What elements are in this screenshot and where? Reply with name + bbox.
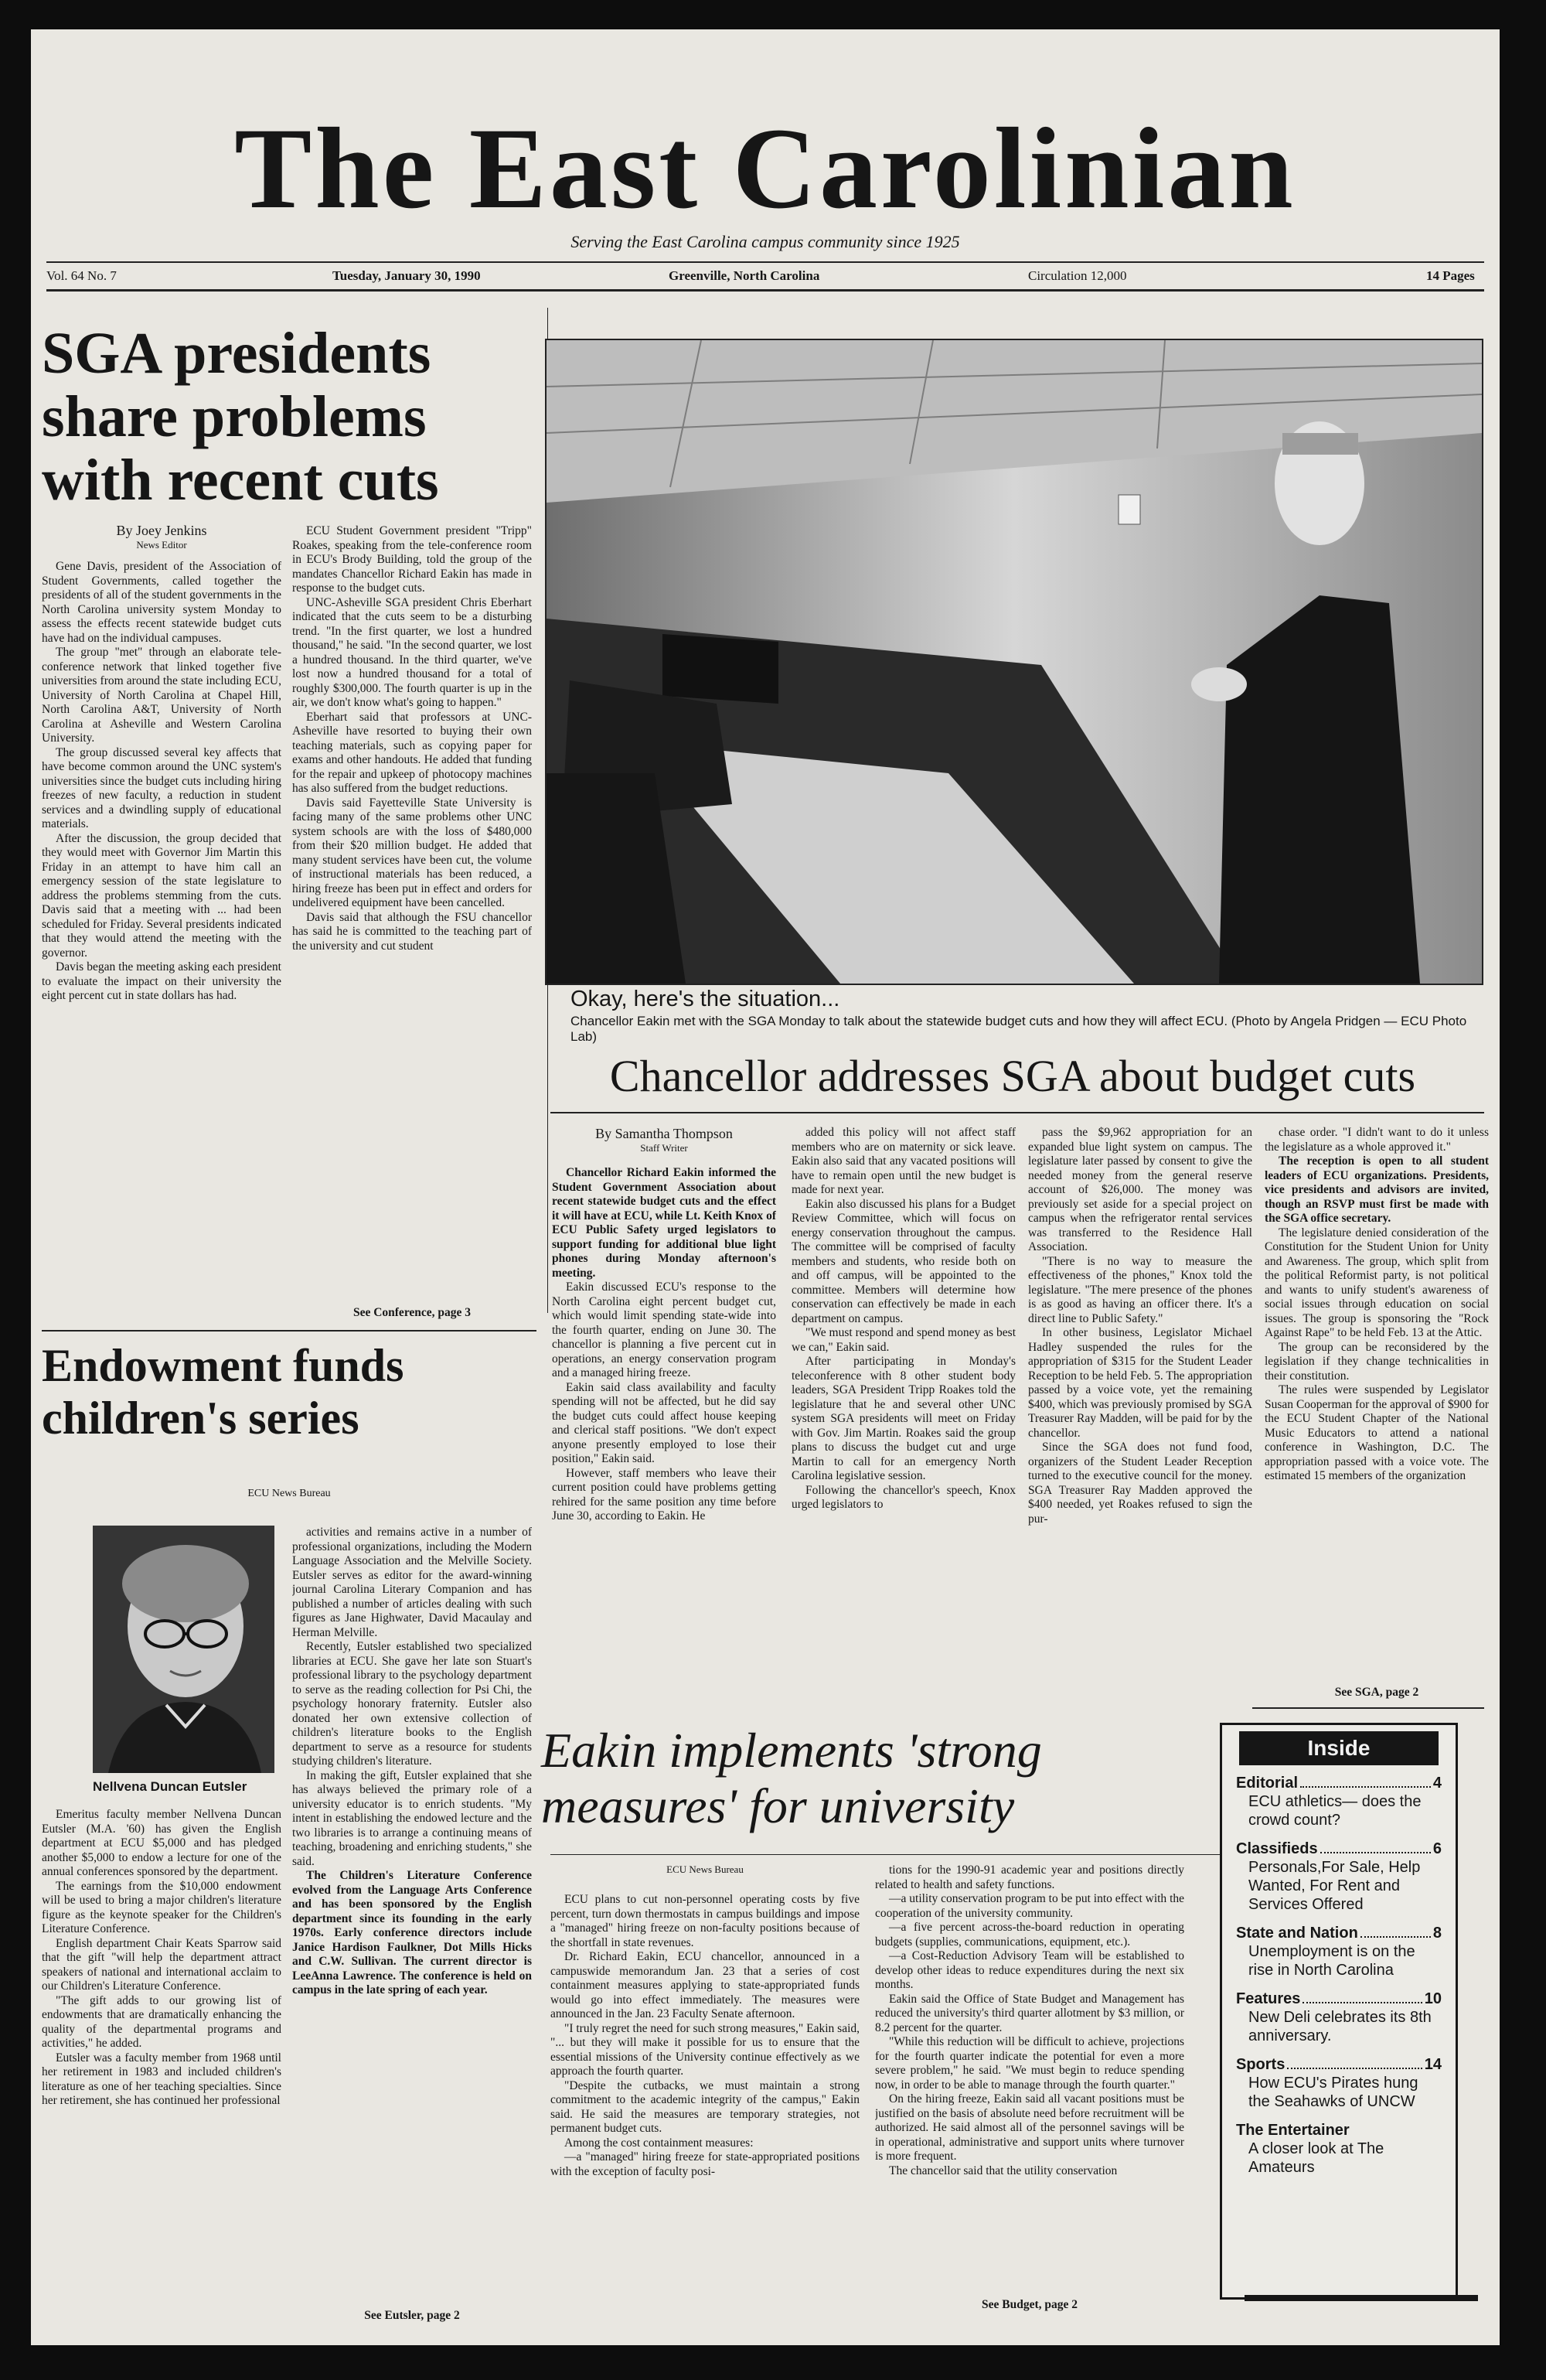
section-description: How ECU's Pirates hung the Seahawks of UNCW bbox=[1248, 2075, 1418, 2110]
chancellor-jump: See SGA, page 2 bbox=[1334, 1686, 1419, 1699]
paragraph: The chancellor said that the utility conservation bbox=[889, 2163, 1118, 2177]
chancellor-rule bbox=[550, 1112, 1484, 1113]
sga-column-2 bbox=[292, 524, 532, 1305]
endowment-byline: ECU News Bureau bbox=[247, 1488, 331, 1499]
eakin-rule bbox=[550, 1854, 1231, 1855]
section-name: Classifieds bbox=[1236, 1840, 1318, 1857]
paragraph: Davis said Fayetteville State University is facing many of the same problems other UNC system schools are with the loss of $480,000 from their $20 million budget. He added that many student services have been cut, the volume of instructional materials has been reduced, a hiring freeze has been put in effect and orders for undelivered equipment have been cancelled. bbox=[292, 796, 532, 909]
eakin-column-1 bbox=[550, 1893, 860, 2334]
paragraph: "I truly regret the need for such strong measures," Eakin said, "... but they will make it possible for us to ensure that the essential missions of the University continue effectively as we approach the fourth quarter. bbox=[550, 2021, 860, 2078]
photo-caption: Chancellor Eakin met with the SGA Monday to talk about the statewide budget cuts and how they will affect ECU. (Photo by Angela Pridgen — ECU Photo Lab) bbox=[570, 1014, 1467, 1044]
newspaper-page bbox=[31, 29, 1500, 2345]
paragraph: Dr. Richard Eakin, ECU chancellor, announced in a campuswide memorandum Jan. 23 that a series of cost containment measures applying to state-appropriated funds would go into effect immediately. The measures were announced in the Jan. 23 Faculty Senate afternoon. bbox=[550, 1950, 860, 2020]
chancellor-column-3 bbox=[1028, 1126, 1252, 1700]
paragraph: Gene Davis, president of the Association of Student Governments, called together the presidents of all of the student governments in the North Carolina university system Monday to assess the effects recent statewide budget cuts have had on the individual campuses. bbox=[42, 560, 281, 645]
paragraph: The Children's Literature Conference evolved from the Language Arts Conference and has been sponsored by the English department since its founding in the early 1970s. Early conference directors include Janice Hardison Faulkner, Dot Mills Hicks and C.W. Sullivan. The current director is LeeAnna Lawrence. The conference is held on campus in the late spring of each year. bbox=[292, 1869, 532, 1996]
section-page: 10 bbox=[1424, 1990, 1442, 2007]
inside-item-editorial[interactable] bbox=[1236, 1775, 1442, 1829]
leader-dots bbox=[1303, 1990, 1422, 2003]
eakin-headline: Eakin implements 'strong measures' for university bbox=[541, 1723, 1042, 1833]
paragraph: Eutsler was a faculty member from 1968 until her retirement in 1983 and included children's literature as one of her teaching specialties. Since her retirement, she has continued her professional bbox=[42, 2051, 281, 2107]
portrait-image bbox=[93, 1526, 274, 1773]
chancellor-column-2 bbox=[792, 1126, 1016, 1700]
paragraph: English department Chair Keats Sparrow said that the gift "will help the department attract speakers of national and international acclaim to our Children's Literature Conference. bbox=[42, 1936, 281, 1993]
eutsler-photo-caption: Nellvena Duncan Eutsler bbox=[93, 1779, 247, 1794]
chancellor-column-4 bbox=[1265, 1126, 1489, 1684]
inside-item-heading bbox=[1236, 1925, 1442, 1942]
section-description: New Deli celebrates its 8th anniversary. bbox=[1248, 2009, 1432, 2044]
eakin-column-2 bbox=[875, 1863, 1184, 2296]
section-page: 14 bbox=[1424, 2056, 1442, 2073]
paragraph: Chancellor Richard Eakin informed the Student Government Association about recent statewide budget cuts and the effect it will have at ECU, while Lt. Keith Knox of ECU Public Safety urged legislators to support funding for additional blue light phones during Monday afternoon's meeting. bbox=[552, 1166, 776, 1280]
paragraph: In making the gift, Eutsler explained that she has always believed the primary role of a university educator is to enrich students. "My intent in establishing the endowed lecture and the two libraries is to arrange a continuing means of teaching, broadening and enriching students," she said. bbox=[292, 1768, 532, 1868]
endowment-headline: Endowment funds children's series bbox=[42, 1340, 404, 1444]
endowment-jump: See Eutsler, page 2 bbox=[364, 2309, 460, 2322]
paragraph: Davis said that although the FSU chancellor has said he is committed to the teaching part of the university and cut student bbox=[292, 910, 532, 953]
paragraph: Eakin discussed ECU's response to the North Carolina eight percent budget cut, which would limit spending state-wide into the fourth quarter, ending on June 30. The chancellor is planning a five percent cut in operations, an energy conservation program and a managed hiring freeze. bbox=[552, 1280, 776, 1379]
inside-item-features[interactable] bbox=[1236, 1990, 1442, 2045]
paragraph: On the hiring freeze, Eakin said all vacant positions must be justified on the basis of absolute need before recruitment will be authorized. He said almost all of the personnel savings will be in operational, administrative and support units where turnover is more frequent. bbox=[875, 2092, 1184, 2163]
leader-dots bbox=[1360, 1925, 1431, 1938]
inside-header: Inside bbox=[1239, 1731, 1439, 1765]
paragraph: Emeritus faculty member Nellvena Duncan Eutsler (M.A. '60) has given the English department at ECU $5,000 and has pledged another $5,000 to endow a lecture for one of the annual conferences sponsored by the department. bbox=[42, 1808, 281, 1878]
paragraph: Since the SGA does not fund food, organizers of the Student Leader Reception turned to the executive council for the money. SGA Treasurer Ray Madden approved the $400 needed, yet Roakes refused to sign the pur- bbox=[1028, 1441, 1252, 1526]
paragraph: activities and remains active in a number of professional organizations, including the Modern Language Association and the Melville Society. Eutsler serves as editor for the award-winning journal Carolina Literary Companion and has published a number of articles dealing with such figures as Jane Highwater, David Macaulay and Herman Melville. bbox=[292, 1526, 532, 1639]
paragraph: Eberhart said that professors at UNC-Asheville have resorted to buying their own teaching materials, such as copying paper for exams and other handouts. He added that funding for the repair and upkeep of photocopy machines has also suffered from the budget reductions. bbox=[292, 710, 532, 795]
photo-image bbox=[547, 340, 1482, 984]
paragraph: "There is no way to measure the effectiveness of the phones," Knox told the legislature. "The mere presence of the phones is as good as having an officer there. It's a direct line to Public Safety." bbox=[1028, 1254, 1252, 1325]
paragraph: added this policy will not affect staff members who are on maternity or sick leave. Eakin also said that any vacated positions will have to remain open until the new budget is made for next year. bbox=[792, 1126, 1016, 1196]
endowment-column-2 bbox=[292, 1526, 532, 2308]
paragraph: The reception is open to all student leaders of ECU organizations. Presidents, vice presidents and advisors are invited, though an RSVP must first be made with the SGA office secretary. bbox=[1265, 1154, 1489, 1225]
chancellor-byline-title: Staff Writer bbox=[640, 1142, 688, 1154]
section-name: Sports bbox=[1236, 2056, 1285, 2073]
section-name: Editorial bbox=[1236, 1775, 1299, 1792]
paragraph: —a "managed" hiring freeze for state-appropriated positions with the exception of faculty posi- bbox=[550, 2150, 860, 2178]
paragraph: UNC-Asheville SGA president Chris Eberhart indicated that the cuts seem to be a disturbing trend. "In the first quarter, we lost a hundred thousand," he said. "In the second quarter, we lost a hundred thousand. In the third quarter, we've lost now a hundred thousand for a total of roughly $300,000. The fourth quarter is up in the air, we don't know what's going to happen." bbox=[292, 595, 532, 709]
masthead-rule-bottom bbox=[46, 289, 1484, 292]
leader-dots bbox=[1320, 1840, 1431, 1853]
masthead-title: The East Carolinian bbox=[234, 104, 1296, 233]
sga-column-1 bbox=[42, 560, 281, 1310]
circulation: Circulation 12,000 bbox=[1028, 268, 1127, 283]
sga-byline bbox=[42, 523, 281, 551]
paragraph: The group can be reconsidered by the legislation if they change technicalities in their constitution. bbox=[1265, 1340, 1489, 1383]
paragraph: Eakin said the Office of State Budget and Management has reduced the university's third quarter allotment by $3 million, or 8.2 percent for the quarter. bbox=[875, 1992, 1184, 2034]
section-description: A closer look at The Amateurs bbox=[1248, 2140, 1384, 2176]
chancellor-meeting-photo bbox=[545, 339, 1483, 985]
paragraph: The group discussed several key affects that have become common around the UNC system's universities since the budget cuts including hiring freezes of new faculty, a reduction in student services and a dwindling supply of educational materials. bbox=[42, 745, 281, 830]
chancellor-byline bbox=[552, 1126, 776, 1154]
paragraph: The rules were suspended by Legislator Susan Cooperman for the approval of $900 for the ECU Student Chapter of the National Music Educators to attend a national conference in Washington, D.C. The appropriation passed with a voice vote. The estimated 15 members of the organization bbox=[1265, 1383, 1489, 1482]
paragraph: —a utility conservation program to be put into effect with the cooperation of the university community. bbox=[875, 1892, 1184, 1920]
paragraph: "The gift adds to our growing list of endowments that are dramatically enhancing the quality of the departmental programs and activities," he added. bbox=[42, 1993, 281, 2050]
inside-item-heading bbox=[1236, 1990, 1442, 2008]
sga-jump: See Conference, page 3 bbox=[352, 1306, 472, 1319]
endowment-rule-top bbox=[42, 1330, 536, 1332]
section-name: State and Nation bbox=[1236, 1925, 1358, 1942]
inside-item-entertainer[interactable] bbox=[1236, 2122, 1442, 2177]
paragraph: tions for the 1990-91 academic year and positions directly related to health and safety functions. bbox=[875, 1863, 1184, 1891]
paragraph: chase order. "I didn't want to do it unless the legislature as a whole approved it." bbox=[1265, 1126, 1489, 1154]
eakin-byline: ECU News Bureau bbox=[666, 1863, 744, 1875]
volume-number: Vol. 64 No. 7 bbox=[46, 268, 117, 283]
photo-caption-title: Okay, here's the situation... bbox=[570, 987, 840, 1011]
inside-list bbox=[1222, 1765, 1456, 2177]
section-description: ECU athletics— does the crowd count? bbox=[1248, 1793, 1422, 1829]
paragraph: "While this reduction will be difficult to achieve, projections for the fourth quarter indicate the potential for even a more severe problem," he said. "We must begin to reduce spending now, in order to be able to manage through the fourth quarter." bbox=[875, 2035, 1184, 2092]
paragraph: Following the chancellor's speech, Knox urged legislators to bbox=[792, 1483, 1016, 1511]
paragraph: Recently, Eutsler established two specialized libraries at ECU. She gave her late son Stuart's professional library to the psychology department to serve as the reading collection for Psi Chi, the psychology honorary fraternity. Eutsler also donated her own extensive collection of children's literature books to the English department to serve as a resource for students studying children's literature. bbox=[292, 1640, 532, 1768]
issue-date: Tuesday, January 30, 1990 bbox=[332, 268, 481, 283]
inside-item-heading bbox=[1236, 2056, 1442, 2074]
paragraph: In other business, Legislator Michael Hadley suspended the rules for the appropriation of $315 for the Student Leader Reception to be held Feb. 5. The appropriation passed by a voice vote, yet the remaining $400, which was previously promised by SGA Treasurer Ray Madden, will be paid for by the chancellor. bbox=[1028, 1326, 1252, 1440]
chancellor-column-1 bbox=[552, 1166, 776, 1700]
inside-item-state-and-nation[interactable] bbox=[1236, 1925, 1442, 1979]
paragraph: ECU Student Government president "Tripp" Roakes, speaking from the tele-conference room in ECU's Brody Building, told the group of the mandates Chancellor Richard Eakin has made in response to the budget cuts. bbox=[292, 524, 532, 595]
paragraph: —a five percent across-the-board reduction in operating budgets (supplies, communications, equipment, etc.). bbox=[875, 1921, 1184, 1949]
leader-dots bbox=[1300, 1775, 1431, 1788]
location: Greenville, North Carolina bbox=[669, 268, 820, 283]
paragraph: ECU plans to cut non-personnel operating costs by five percent, turn down thermostats in campus buildings and impose a "managed" hiring freeze on non-faculty positions because of the shortfall in state revenues. bbox=[550, 1893, 860, 1949]
paragraph: pass the $9,962 appropriation for an expanded blue light system on campus. The legislature later passed by consent to give the needed money from the general reserve account of $26,000. The money was previously set aside for a special project on campus when the refrigerator rental services was transferred to the Residence Hall Association. bbox=[1028, 1126, 1252, 1253]
paragraph: "Despite the cutbacks, we must maintain a strong commitment to the academic integrity of the campus," Eakin said. He said the measures are temporary strategies, not permanent budget cuts. bbox=[550, 2078, 860, 2135]
paragraph: After the discussion, the group decided that they would meet with Governor Jim Martin this Friday in an attempt to have him call an emergency session of the state legislature to address the problems stemming from the cuts. Davis said that a meeting with ... had been scheduled for Friday. Several presidents indicated that they would attend the meeting with the governor. bbox=[42, 831, 281, 960]
inside-box-shadow bbox=[1245, 2295, 1478, 2301]
section-name: The Entertainer bbox=[1236, 2122, 1350, 2139]
sga-byline-title: News Editor bbox=[136, 539, 187, 551]
masthead-tagline: Serving the East Carolina campus community since 1925 bbox=[570, 232, 960, 251]
eutsler-portrait bbox=[93, 1526, 274, 1773]
paragraph: "We must respond and spend money as best we can," Eakin said. bbox=[792, 1326, 1016, 1354]
section-page: 4 bbox=[1432, 1775, 1442, 1792]
page-count: 14 Pages bbox=[1426, 268, 1475, 283]
eakin-jump: See Budget, page 2 bbox=[982, 2298, 1078, 2311]
paragraph: After participating in Monday's teleconference with 8 other student body leaders, SGA President Tripp Roakes told the legislature that he and several other UNC system SGA presidents will meet on Friday with Gov. Jim Martin. Roakes said the group plans to discuss the budget cut and urge Martin to call for an emergency North Carolina legislative session. bbox=[792, 1355, 1016, 1482]
inside-index-box bbox=[1220, 1723, 1458, 2300]
paragraph: Among the cost containment measures: bbox=[564, 2136, 754, 2150]
section-description: Unemployment is on the rise in North Carolina bbox=[1248, 1943, 1415, 1979]
section-page: 6 bbox=[1432, 1840, 1442, 1857]
section-description: Personals,For Sale, Help Wanted, For Rent and Services Offered bbox=[1248, 1859, 1421, 1913]
paragraph: Eakin also discussed his plans for a Budget Review Committee, which will focus on energy conservation throughout the campus. The committee will be comprised of faculty members and students, who reside both on and off campus, will be appointed to the committee. Members will determine how conservation can effectively be made in each department on campus. bbox=[792, 1197, 1016, 1325]
endowment-column-1 bbox=[42, 1808, 281, 2318]
masthead-rule-top bbox=[46, 261, 1484, 263]
paragraph: —a Cost-Reduction Advisory Team will be established to develop other ideas to reduce expenditures during the next six months. bbox=[875, 1949, 1184, 1991]
inside-item-heading bbox=[1236, 1840, 1442, 1858]
chancellor-end-rule bbox=[1252, 1707, 1484, 1709]
chancellor-headline: Chancellor addresses SGA about budget cuts bbox=[609, 1051, 1416, 1101]
paragraph: Davis began the meeting asking each president to evaluate the impact on their university the eight percent cut in state dollars has had. bbox=[42, 960, 281, 1002]
paragraph: Eakin said class availability and faculty spending will not be affected, but he did say the budget cuts could affect house keeping and clerical staff positions. "We don't expect anyone presently employed to lose their position," Eakin said. bbox=[552, 1380, 776, 1465]
inside-item-classifieds[interactable] bbox=[1236, 1840, 1442, 1914]
inside-item-heading bbox=[1236, 1775, 1442, 1792]
sga-headline: SGA presidents share problems with recent cuts bbox=[42, 321, 439, 513]
leader-dots bbox=[1287, 2056, 1422, 2069]
section-page: 8 bbox=[1432, 1925, 1442, 1942]
paragraph: However, staff members who leave their current position could have problems getting rehired for the same position any time before June 30, according to Eakin. He bbox=[552, 1466, 776, 1522]
paragraph: The earnings from the $10,000 endowment will be used to bring a major children's literature figure as the keynote speaker for the Children's Literature Conference. bbox=[42, 1879, 281, 1935]
chancellor-byline-name: By Samantha Thompson bbox=[595, 1126, 733, 1141]
sga-byline-name: By Joey Jenkins bbox=[116, 523, 207, 538]
paragraph: The legislature denied consideration of the Constitution for the Student Union for Unity and Awareness. The group, which split from the political Reformist party, is not political and wants to unify student's awareness of social issues through education on social issues. The group is sponsoring the "Rock Against Rape" to be held Feb. 13 at the Attic. bbox=[1265, 1226, 1489, 1339]
inside-item-sports[interactable] bbox=[1236, 2056, 1442, 2111]
section-name: Features bbox=[1236, 1990, 1301, 2007]
paragraph: The group "met" through an elaborate tele-conference network that linked together five universities from around the state including ECU, University of North Carolina at Chapel Hill, North Carolina A&T, University of North Carolina at Asheville and Western Carolina University. bbox=[42, 646, 281, 745]
